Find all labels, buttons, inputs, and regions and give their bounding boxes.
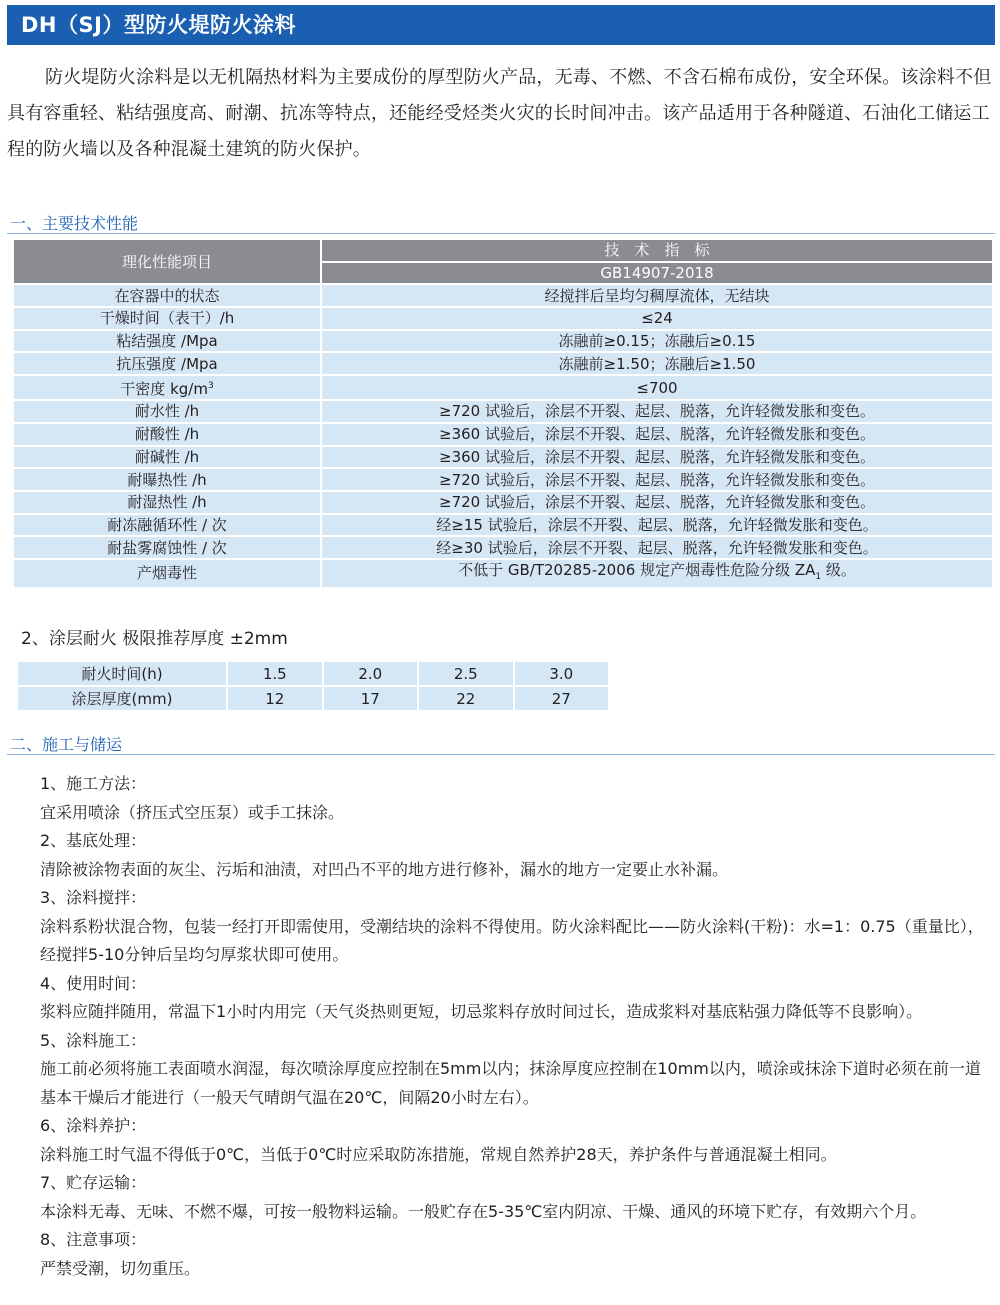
- spec-item-text: 粘结强度 /Mpa: [116, 332, 218, 351]
- thickness-cell: 22: [418, 686, 514, 711]
- spec-row: [13, 423, 993, 446]
- spec-row: [13, 491, 993, 514]
- spec-item-text: 产烟毒性: [136, 564, 197, 583]
- step-title: 7、贮存运输：: [40, 1173, 147, 1192]
- spec-item-text: 在容器中的状态: [114, 286, 220, 305]
- spec-header-standard: GB14907-2018: [321, 262, 993, 285]
- spec-value-text: 不低于 GB/T20285-2006 规定产烟毒性危险分级 ZA: [458, 560, 816, 579]
- spec-item: [13, 400, 321, 423]
- spec-row: [13, 352, 993, 375]
- spec-value: [321, 514, 993, 537]
- spec-header-item: 理化性能项目: [13, 239, 321, 284]
- spec-value-text: 冻融前≥1.50；冻融后≥1.50: [558, 354, 756, 373]
- spec-value: [321, 307, 993, 330]
- spec-item: [13, 491, 321, 514]
- spec-value-text: ≥720 试验后，涂层不开裂、起层、脱落，允许轻微发胀和变色。: [439, 470, 875, 489]
- spec-row: [13, 330, 993, 353]
- step-body: 浆料应随拌随用，常温下1小时内用完（天气炎热则更短，切忌浆料存放时间过长，造成浆料对基底粘强力降低等不良影响）。: [40, 1002, 923, 1021]
- spec-value: [321, 468, 993, 491]
- section-1-heading: 一、主要技术性能: [10, 214, 139, 233]
- spec-item: [13, 375, 321, 400]
- step-body: 本涂料无毒、无味、不燃不爆，可按一般物料运输。一般贮存在5-35℃室内阴凉、干燥、通风的环境下贮存，有效期六个月。: [40, 1201, 927, 1221]
- spec-value-text: 经≥15 试验后，涂层不开裂、起层、脱落，允许轻微发胀和变色。: [436, 515, 878, 534]
- page-title: DH（SJ）型防火堤防火涂料: [7, 5, 995, 45]
- step-title: 1、施工方法：: [40, 774, 147, 793]
- step-body: 严禁受潮，切勿重压。: [40, 1258, 201, 1278]
- step-body: 施工前必须将施工表面喷水润湿，每次喷涂厚度应控制在5mm以内；抹涂厚度应控制在10mm以内，喷涂或抹涂下道时必须在前一道基本干燥后才能进行（一般天气晴朗气温在20℃，间隔20小时左右）。: [40, 1059, 981, 1107]
- spec-value-text: 冻融前≥0.15；冻融后≥0.15: [558, 332, 756, 351]
- thickness-cell: 17: [323, 686, 419, 711]
- spec-row: [13, 400, 993, 423]
- spec-item: [13, 514, 321, 537]
- spec-item-text: 耐酸性 /h: [134, 425, 200, 444]
- step-body: 清除被涂物表面的灰尘、污垢和油渍，对凹凸不平的地方进行修补，漏水的地方一定要止水补漏。: [40, 859, 729, 879]
- thickness-label: 涂层厚度(mm): [17, 686, 227, 711]
- spec-value: [321, 423, 993, 446]
- spec-item: [13, 352, 321, 375]
- step-body: 涂料施工时气温不得低于0℃，当低于0℃时应采取防冻措施，常规自然养护28天，养护条件与普通混凝土相同。: [40, 1144, 837, 1164]
- fire-table-heading: 2、涂层耐火 极限推荐厚度 ±2mm: [21, 629, 288, 649]
- spec-row: [13, 284, 993, 307]
- thickness-cell: 12: [227, 686, 323, 711]
- step-title: 4、使用时间：: [40, 973, 147, 993]
- step-title: 8、注意事项：: [40, 1230, 147, 1249]
- spec-item: [13, 307, 321, 330]
- spec-item-text: 耐曝热性 /h: [127, 470, 207, 489]
- spec-value-text: ≥720 试验后，涂层不开裂、起层、脱落，允许轻微发胀和变色。: [439, 493, 875, 512]
- spec-row: [13, 559, 993, 588]
- step-body: 涂料系粉状混合物，包装一经打开即需使用，受潮结块的涂料不得使用。防火涂料配比——防火涂料(干粉)：水=1：0.75（重量比），经搅拌5-10分钟后呈均匀厚浆状即可使用。: [40, 916, 984, 964]
- spec-item-text: 抗压强度 /Mpa: [116, 354, 218, 373]
- spec-value-text: 经搅拌后呈均匀稠厚流体，无结块: [544, 286, 770, 305]
- spec-value: [321, 491, 993, 514]
- section-2-heading: 二、施工与储运: [10, 735, 123, 754]
- spec-item: [13, 446, 321, 469]
- spec-item-superscript: 3: [207, 381, 214, 392]
- construction-steps: [40, 770, 992, 1283]
- spec-row: [13, 468, 993, 491]
- step-title: 2、基底处理：: [40, 831, 147, 850]
- spec-row: [13, 446, 993, 469]
- step-title: 6、涂料养护：: [40, 1116, 147, 1135]
- spec-value-text: ≥360 试验后，涂层不开裂、起层、脱落，允许轻微发胀和变色。: [439, 447, 875, 466]
- spec-item-text: 耐湿热性 /h: [127, 493, 207, 512]
- spec-value-tail: 级。: [821, 560, 856, 579]
- fire-time-cell: 1.5: [227, 661, 323, 686]
- fire-time-label: 耐火时间(h): [17, 661, 227, 686]
- spec-item-text: 干燥时间（表干）/h: [99, 309, 235, 328]
- spec-table: [12, 238, 994, 589]
- spec-value: [321, 446, 993, 469]
- fire-time-cell: 2.5: [418, 661, 514, 686]
- spec-item-text: 耐碱性 /h: [134, 447, 200, 466]
- spec-item-text: 耐水性 /h: [134, 402, 200, 421]
- spec-item-text: 耐冻融循环性 / 次: [107, 515, 227, 534]
- spec-row: [13, 375, 993, 400]
- spec-value: [321, 559, 993, 588]
- spec-item-text: 耐盐雾腐蚀性 / 次: [107, 538, 227, 557]
- spec-item: [13, 468, 321, 491]
- spec-item: [13, 559, 321, 588]
- fire-rating-table: [16, 660, 610, 712]
- spec-value-text: ≤700: [636, 378, 678, 397]
- step-title: 3、涂料搅拌：: [40, 888, 147, 907]
- spec-row: [13, 307, 993, 330]
- fire-time-cell: 3.0: [514, 661, 610, 686]
- section-2-divider: [7, 754, 995, 755]
- spec-row: [13, 536, 993, 559]
- spec-row: [13, 514, 993, 537]
- step-title: 5、涂料施工：: [40, 1030, 147, 1050]
- spec-value: [321, 536, 993, 559]
- spec-value-text: 经≥30 试验后，涂层不开裂、起层、脱落，允许轻微发胀和变色。: [436, 538, 878, 557]
- spec-value: [321, 375, 993, 400]
- spec-value-text: ≤24: [641, 309, 673, 328]
- spec-item-text: 干密度 kg/m: [120, 380, 208, 399]
- spec-value-subscript: 1: [815, 571, 822, 582]
- spec-item: [13, 536, 321, 559]
- spec-value: [321, 352, 993, 375]
- spec-value: [321, 400, 993, 423]
- fire-time-cell: 2.0: [323, 661, 419, 686]
- intro-paragraph: 防火堤防火涂料是以无机隔热材料为主要成份的厚型防火产品，无毒、不燃、不含石棉布成份，安全环保。该涂料不但具有容重轻、粘结强度高、耐潮、抗冻等特点，还能经受烃类火灾的长时间冲击。该产品适用于各种隧道、石油化工储运工程的防火墙以及各种混凝土建筑的防火保护。: [7, 67, 992, 160]
- section-1-divider: [7, 233, 995, 234]
- spec-value-text: ≥360 试验后，涂层不开裂、起层、脱落，允许轻微发胀和变色。: [439, 425, 875, 444]
- thickness-cell: 27: [514, 686, 610, 711]
- spec-value-text: ≥720 试验后，涂层不开裂、起层、脱落，允许轻微发胀和变色。: [439, 402, 875, 421]
- spec-item: [13, 423, 321, 446]
- spec-value: [321, 284, 993, 307]
- spec-value: [321, 330, 993, 353]
- spec-item: [13, 284, 321, 307]
- spec-header-index: 技 术 指 标: [321, 239, 993, 262]
- spec-item: [13, 330, 321, 353]
- step-body: 宜采用喷涂（挤压式空压泵）或手工抹涂。: [40, 802, 345, 822]
